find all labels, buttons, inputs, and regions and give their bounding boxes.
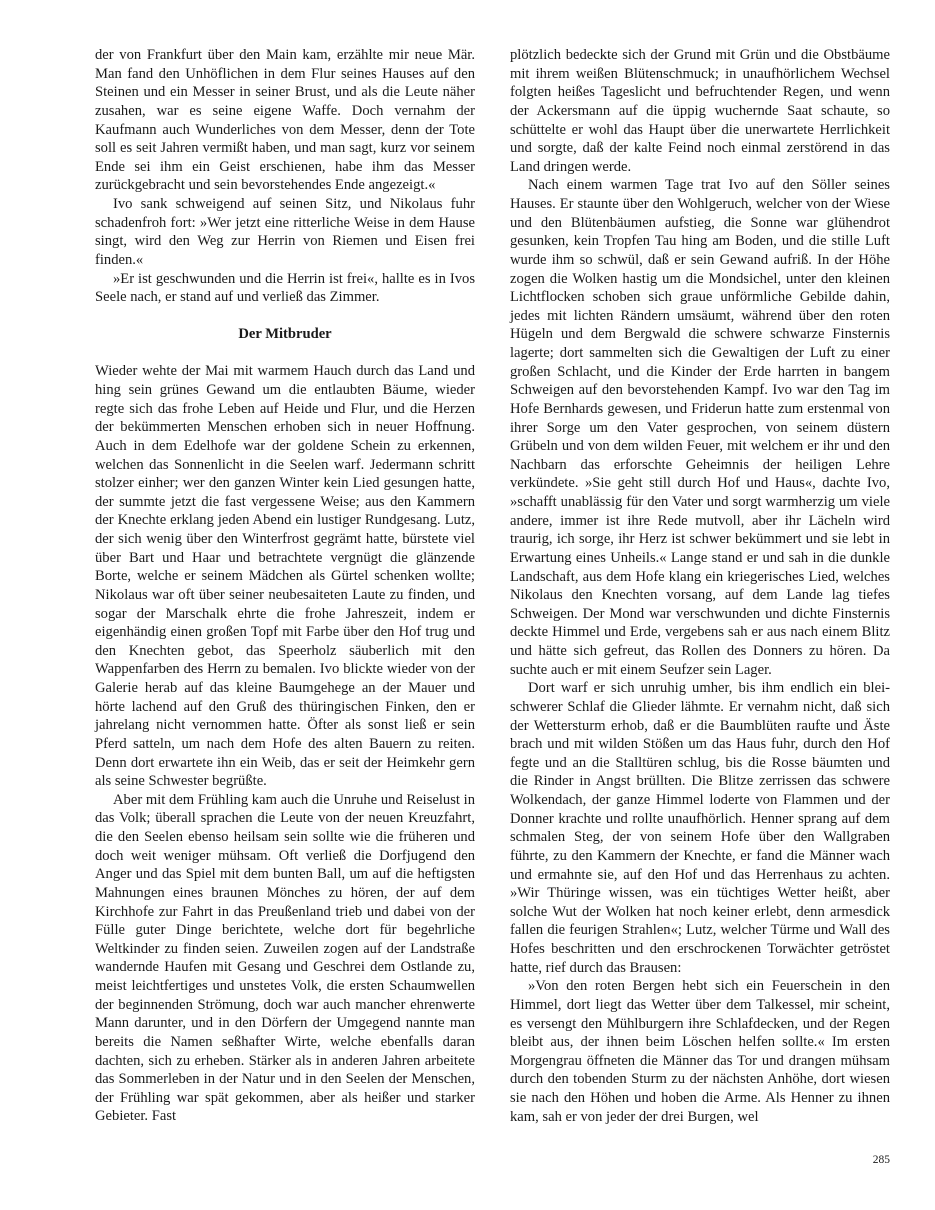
page-number: 285 [872,1154,890,1166]
paragraph: plötzlich bedeckte sich der Grund mit Grün und die Obstbäume mit ihrem weißen Blütenschmuck; in unaufhörlichem Wechsel folgten heißes Tageslicht und befruchtender Regen, und wenn der Ackersmann auf die üppig wuchernde Saat schaute, so schüttelte er wohl das Haupt über die unerwartete Herrlichkeit und sorgte, daß der kalte Feind noch einmal zerstörend in das Land dringen werde. [510,47,890,175]
paragraph: Aber mit dem Frühling kam auch die Unruhe und Reiselust in das Volk; überall sprachen die Leute von der neuen Kreuzfahrt, die den Seelen ebenso heilsam sein sollte wie die früheren und doch weit weniger mühsam. Oft verließ die Dorfjugend den Anger und das Spiel mit dem bunten Ball, um auf die heftigsten Mahnungen eines braunen Mönches zu hören, der auf dem Kirchhofe zur Fahrt in das Preußenland trieb und dabei von der Fülle guter Dinge berichtete, welche dort für begehrliche Weltkinder zu finden seien. Zuweilen zogen auf der Landstraße wandernde Haufen mit Gesang und Geschrei dem Ostlande zu, meist leichtfertiges und unstetes Volk, die ersten Schaumwellen der beginnenden Strömung, doch war auch mancher ehrenwerte Mann darunter, und in den Dörfern der Umgegend nannte man bereits die Namen seßhafter Wirte, welche ebenfalls daran dachten, sich zu erheben. Stärker als in anderen Jahren arbeitete das Sommerleben in der Natur und in den Seelen der Menschen, der Frühling war spät gekommen, aber als heißer und starker Gebieter. Fast [95,791,475,1125]
paragraph: Ivo sank schweigend auf seinen Sitz, und Nikolaus fuhr schadenfroh fort: »Wer jetzt eine ritterliche Weise in dem Hause singt, wird den Weg zur Herrin von Riemen und Eisen frei finden.« [95,196,475,268]
paragraph: Wieder wehte der Mai mit warmem Hauch durch das Land und hing sein grünes Gewand um die entlaubten Bäume, wieder regte sich das frohe Leben auf Heide und Flur, und die Herzen der bekümmerten Menschen erhoben sich in neuer Hoffnung. Auch in dem Edelhofe war der goldene Schein zu erkennen, welchen das Sonnenlicht in die Seelen warf. Jedermann schritt stolzer einher; wer den ganzen Winter kein Lied gesungen hatte, der summte jetzt die fast vergessene Weise; aus den Kammern der Knechte erklang jeden Abend ein lustiger Rundgesang. Lutz, der sich wenig über den Winterfrost gegrämt hatte, bürstete viel über Bart und Haar und betrachtete vergnügt die glänzende Borte, welche er seinem Mädchen als Gürtel schenken wollte; Nikolaus war oft über seiner neubesaiteten Laute zu finden, und sogar der Marschalk ehrte die frohe Jahreszeit, indem er eigenhändig einen großen Topf mit Farbe über den Hof trug und den Knechten gebot, das Speerholz säuberlich mit den Wappenfarben des Herrn zu bemalen. Ivo blickte wieder von der Galerie herab auf das kleine Baumgehege an der Mauer und hörte lachend auf den Gruß des thüringischen Finken, den er jahrelang nicht vernommen hatte. Öfter als sonst ließ er sein Pferd satteln, um nach dem Hofe des alten Bauern zu reiten. Denn dort erwartete ihn ein Weib, das er seit der Heimkehr gern als seine Schwester begrüßte. [95,363,475,790]
paragraph: »Er ist geschwunden und die Herrin ist frei«, hallte es in Ivos Seele nach, er stand auf und verließ das Zimmer. [95,270,475,306]
paragraph: Dort warf er sich unruhig umher, bis ihm endlich ein bleischwerer Schlaf die Glieder lähmte. Er vernahm nicht, daß sich der Wettersturm erhob, daß er die Baumblüten raufte und Äste brach und mit wilden Stößen um das Haus fuhr, durch den Hof fegte und an die Stalltüren schlug, bis die Rosse bäumten und die Rinder in Angst brüllten. Die Blitze zerrissen das schwere Wolkendach, der ganze Himmel loderte von Flammen und der Donner krachte und rollte unaufhörlich. Henner sprang auf dem schmalen Steg, der von seinem Hofe über den Wallgraben führte, zu den Kammern der Knechte, er fand die Männer wach und ermahnte sie, auf den Hof und das Herrenhaus zu achten. »Wir Thüringe wissen, was ein tüchtiges Wetter heißt, aber solche Wut der Wolken hat noch keiner erlebt, denn armesdick fallen die feurigen Strahlen«; Lutz, welcher Türme und Wall des Hofes beschritten und den erschrockenen Torwächter getröstet hatte, rief durch das Brausen: [510,680,890,976]
paragraph: Nach einem warmen Tage trat Ivo auf den Söller seines Hauses. Er staunte über den Wohlgeruch, welcher von der Wiese und den Blütenbäumen aufstieg, die Sonne war glühendrot gesunken, kein Tropfen Tau hing am Boden, und die stille Luft wurde ihm so schwül, daß er sein Gewand aufriß. In der Höhe zogen die Wolken hastig um die Mondsichel, unter den kleinen Lichtflocken schoben sich graue unförmliche Gebilde dahin, jedes mit lichten Rändern umsäumt, während über den roten Hügeln und dem Bergwald die schwere schwarze Finsternis lagerte; dort sammelten sich die Gewaltigen der Luft zu einer großen Schlacht, und die Kinder der Erde harrten in bangem Schweigen auf den bevorstehenden Kampf. Ivo war den Tag im Hofe Bernhards gewesen, und Friderun hatte zum erstenmal von ihrer Sorge um den Vater gesprochen, von seinem düstern Grübeln und von dem wilden Feuer, mit welchem er ihr und den Nachbarn das erforschte Geheimnis der heiligen Lehre verkündete. »Sie geht still durch Hof und Haus«, dachte Ivo, »schafft unablässig für den Vater und sorgt warmherzig um viele andere, immer ist ihre Rede mutvoll, aber ihr Lächeln wird traurig, ich sorge, ihr Herz ist schwer bekümmert und sie lebt in Erwartung eines Unheils.« Lange stand er und sah in die dunkle Landschaft, aus dem Hofe klang ein kriegerisches Lied, welches Nikolaus den Knechten vorsang, auf dem Lande lag tiefes Schweigen. Der Mond war verschwunden und dichte Finsternis deckte Himmel und Erde, vergebens sah er aus nach einem Blitz und hätte sich gefreut, das Rollen des Donners zu hören. Da suchte auch er mit einem Seufzer sein Lager. [510,177,890,678]
paragraph: der von Frankfurt über den Main kam, erzählte mir neue Mär. Man fand den Unhöflichen in dem Flur seines Hauses auf den Steinen und ein Messer in seiner Brust, und als die Leute näher zusahen, war es seine eigene Waffe. Doch vernahm der Kaufmann auch Wunderliches von dem Messer, denn der Tote soll es seit Jahren vermißt haben, und man sagt, kurz vor seinem Ende sei ihm ein Geist erschienen, habe ihm das Messer zurückgebracht und sein bevorstehendes Ende angezeigt.« [95,47,475,194]
left-column [95,46,475,1126]
paragraph: »Von den roten Bergen hebt sich ein Feuerschein in den Himmel, dort liegt das Wetter über dem Talkessel, mir scheint, es versengt den Mühlburgern ihre Schlafdecken, und der Regen bleibt aus, der ihnen beim Löschen helfen sollte.« Im ersten Morgengrau öffneten die Männer das Tor und drangen mühsam durch den tobenden Sturm zu der nächsten Anhöhe, dort wiesen sie nach den Höhen und hoben die Arme. Als Henner zu ihnen kam, sah er von jeder der drei Burgen, wel [510,978,890,1125]
chapter-heading: Der Mitbruder [238,325,332,342]
right-column [510,46,890,1126]
